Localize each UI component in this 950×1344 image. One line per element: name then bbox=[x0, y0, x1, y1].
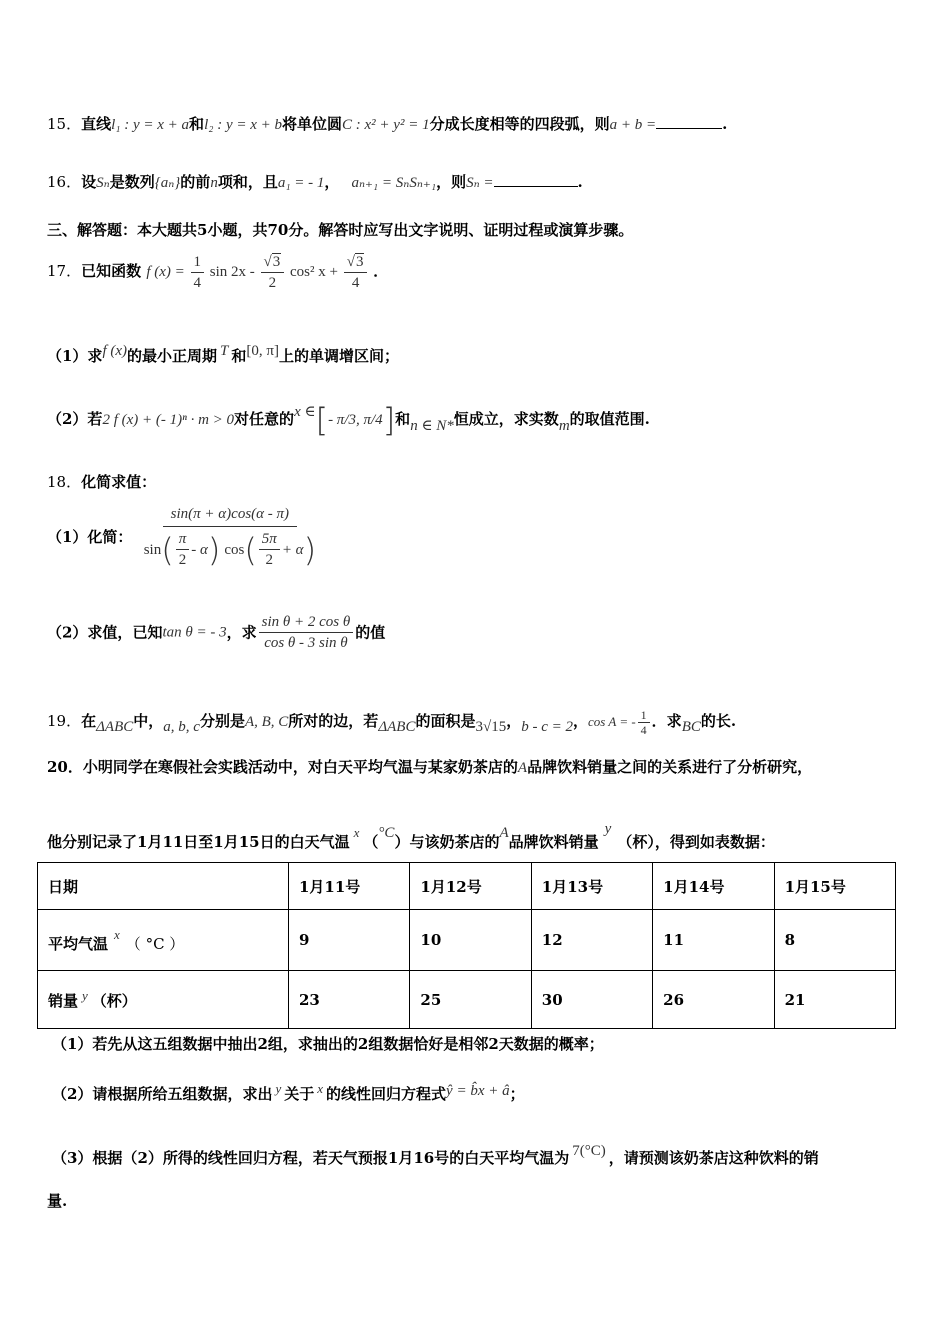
unit-celsius: °C bbox=[378, 825, 395, 841]
numerator: √3 bbox=[344, 252, 368, 273]
question-18 bbox=[47, 471, 910, 493]
radicand: 3 bbox=[272, 254, 281, 271]
sin-text: sin bbox=[143, 541, 162, 558]
answer-blank[interactable] bbox=[494, 186, 578, 187]
question-20-part-3-cont: 量. bbox=[47, 1192, 68, 1210]
text: ， bbox=[506, 712, 522, 730]
numerator: sin θ + 2 cos θ bbox=[259, 612, 354, 633]
text: （2）请根据所给五组数据，求出 bbox=[52, 1085, 273, 1103]
text: （杯），得到如表数据： bbox=[617, 833, 775, 851]
part-label: （2）求值，已知 bbox=[47, 623, 163, 642]
text: 的线性回归方程式 bbox=[326, 1085, 447, 1103]
inequality: 2 f (x) + (- 1)ⁿ · m > 0 bbox=[102, 412, 235, 428]
text: 化简求值： bbox=[81, 473, 157, 491]
side-difference: b - c = 2 bbox=[521, 719, 573, 735]
recurrence-relation: aₙ₊₁ = SₙSₙ₊₁ bbox=[351, 175, 437, 191]
text: 已知函数 bbox=[81, 262, 142, 280]
fraction bbox=[176, 529, 190, 570]
sides-symbols: a, b, c bbox=[163, 719, 200, 735]
text: 直线 bbox=[81, 115, 112, 133]
term: + α bbox=[281, 541, 304, 558]
fraction bbox=[344, 252, 368, 293]
text: 恒成立，求实数 bbox=[453, 410, 559, 428]
denominator: 2 bbox=[178, 552, 187, 568]
table-cell: 26 bbox=[653, 971, 774, 1029]
part-label: （2）若 bbox=[47, 410, 103, 428]
sum-symbol: Sₙ bbox=[96, 175, 110, 191]
text: ， bbox=[324, 173, 340, 191]
row-label-cell bbox=[38, 971, 289, 1029]
numerator: 5π bbox=[259, 529, 280, 550]
y-symbol: y bbox=[275, 1081, 282, 1096]
table-cell: 8 bbox=[774, 910, 895, 971]
part-label: （1）化简： bbox=[47, 528, 133, 546]
fraction bbox=[638, 708, 650, 737]
y-symbol: y bbox=[604, 821, 612, 837]
paren: ) bbox=[207, 530, 221, 569]
text: 的长. bbox=[700, 712, 737, 730]
text: 20．小明同学在寒假社会实践活动中，对白天平均气温与某家奶茶店的 bbox=[47, 758, 518, 776]
denominator bbox=[140, 527, 320, 572]
header-cell: 1月12号 bbox=[410, 863, 531, 910]
text: ． bbox=[373, 262, 389, 280]
denominator: 4 bbox=[640, 722, 647, 737]
simplify-fraction bbox=[140, 502, 320, 572]
table-cell: 23 bbox=[289, 971, 410, 1029]
denominator: 4 bbox=[193, 275, 202, 292]
text: 的值 bbox=[355, 623, 386, 642]
question-15 bbox=[47, 113, 910, 136]
radicand: 3 bbox=[355, 254, 364, 271]
denominator: 2 bbox=[268, 275, 277, 292]
bracket: [ bbox=[315, 401, 329, 439]
table-row-temperature bbox=[38, 910, 896, 971]
forecast-temperature: 7(°C) bbox=[572, 1143, 606, 1159]
numerator: 1 bbox=[191, 252, 205, 273]
segment-bc: BC bbox=[681, 719, 701, 735]
unit-circle-equation: C : x² + y² = 1 bbox=[342, 117, 430, 133]
header-cell: 1月15号 bbox=[774, 863, 895, 910]
initial-term: a₁ = - 1 bbox=[277, 175, 325, 191]
x-symbol: x bbox=[114, 926, 120, 942]
text: . bbox=[722, 115, 728, 133]
question-18-part-2 bbox=[47, 612, 910, 653]
question-number: 17． bbox=[47, 262, 82, 280]
header-cell: 1月14号 bbox=[653, 863, 774, 910]
text: 他分别记录了1月11日至1月15日的白天气温 bbox=[47, 833, 350, 851]
label: 销量 bbox=[48, 992, 79, 1010]
text: 将单位圆 bbox=[282, 115, 343, 133]
m-symbol: m bbox=[558, 418, 570, 434]
text: 上的单调增区间； bbox=[278, 347, 399, 365]
paren: ( bbox=[161, 530, 174, 569]
value-fraction bbox=[259, 612, 354, 653]
question-number: 15． bbox=[47, 115, 82, 133]
condition: tan θ = - 3 bbox=[162, 624, 227, 641]
text: 的最小正周期 bbox=[127, 347, 218, 365]
text: 品牌饮料销量 bbox=[508, 833, 599, 851]
y-symbol: y bbox=[82, 988, 88, 1003]
text: ．求 bbox=[651, 712, 682, 730]
text: 和 bbox=[189, 115, 205, 133]
denominator: 4 bbox=[351, 275, 360, 292]
upper-bound: π/4 bbox=[363, 412, 383, 428]
text: 品牌饮料销量之间的关系进行了分析研究， bbox=[527, 758, 813, 776]
angles-symbols: A, B, C bbox=[244, 714, 289, 730]
brand-symbol: A bbox=[499, 825, 509, 841]
interval: [0, π] bbox=[246, 343, 279, 359]
question-18-part-1 bbox=[47, 502, 910, 572]
text: 设 bbox=[81, 173, 97, 191]
text: 的前 bbox=[180, 173, 211, 191]
text: ，则 bbox=[436, 173, 467, 191]
cos-text: cos bbox=[224, 541, 245, 558]
answer-blank[interactable] bbox=[656, 128, 722, 129]
table-cell: 12 bbox=[531, 910, 652, 971]
lower-bound: - π/3 bbox=[328, 412, 356, 428]
fraction bbox=[259, 529, 280, 570]
fraction bbox=[191, 252, 205, 293]
function-definition bbox=[146, 254, 373, 292]
text: 对任意的 bbox=[234, 410, 295, 428]
question-20-part-1: （1）若先从这五组数据中抽出2组，求抽出的2组数据恰好是相邻2天数据的概率； bbox=[52, 1035, 604, 1053]
text: ，请预测该奶茶店这种饮料的销 bbox=[608, 1149, 819, 1167]
text: 的取值范围. bbox=[569, 410, 650, 428]
question-20-part-3 bbox=[52, 1136, 910, 1173]
question-number: 18． bbox=[47, 473, 82, 491]
paren: ( bbox=[244, 530, 257, 569]
table-cell: 21 bbox=[774, 971, 895, 1029]
text: ； bbox=[509, 1085, 525, 1103]
data-table bbox=[37, 862, 896, 1029]
fraction bbox=[261, 252, 285, 293]
table-cell: 30 bbox=[531, 971, 652, 1029]
sequence-symbol: {aₙ} bbox=[154, 175, 181, 191]
text: 和 bbox=[395, 410, 411, 428]
denominator: cos θ - 3 sin θ bbox=[264, 635, 348, 651]
table-cell: 9 bbox=[289, 910, 410, 971]
text: 是数列 bbox=[109, 173, 155, 191]
paren: ) bbox=[303, 530, 317, 569]
table-cell: 10 bbox=[410, 910, 531, 971]
question-20-line-1 bbox=[47, 756, 910, 779]
header-cell: 1月13号 bbox=[531, 863, 652, 910]
text: 中， bbox=[133, 712, 164, 730]
function-name: f (x) bbox=[102, 343, 128, 359]
interval-bounds: - π/3, π/4 bbox=[328, 412, 383, 428]
answer-expression: Sₙ = bbox=[466, 175, 494, 191]
table-row-sales bbox=[38, 971, 896, 1029]
area-value: 3√15 bbox=[475, 719, 507, 735]
regression-equation: ŷ = b̂x + â bbox=[446, 1083, 510, 1099]
text: 关于 bbox=[284, 1085, 315, 1103]
text: （ bbox=[363, 833, 379, 851]
text: ）与该奶茶店的 bbox=[394, 833, 500, 851]
denominator: 2 bbox=[265, 552, 274, 568]
function-name: f (x) = bbox=[146, 264, 185, 280]
x-symbol: x bbox=[317, 1081, 324, 1096]
question-number: 16． bbox=[47, 173, 82, 191]
text: ， bbox=[573, 712, 589, 730]
text: ，求 bbox=[226, 623, 257, 642]
text: 在 bbox=[81, 712, 97, 730]
table-cell: 25 bbox=[410, 971, 531, 1029]
x-symbol: x bbox=[353, 825, 360, 840]
question-20-part-2 bbox=[52, 1078, 910, 1105]
label: 平均气温 bbox=[48, 934, 109, 953]
text: （3）根据（2）所得的线性回归方程，若天气预报1月16号的白天平均气温为 bbox=[52, 1149, 570, 1167]
cosine-a: cos A = - bbox=[588, 714, 636, 729]
part-label: （1）求 bbox=[47, 347, 103, 365]
text: 分别是 bbox=[199, 712, 245, 730]
bracket: ] bbox=[382, 401, 396, 439]
section-heading: 三、解答题：本大题共5小题，共70分。解答时应写出文字说明、证明过程或演算步骤。 bbox=[47, 221, 634, 239]
unit: （杯） bbox=[91, 992, 137, 1010]
line-l1-equation: l₁ : y = x + a bbox=[111, 117, 190, 133]
period-symbol: T bbox=[220, 343, 229, 359]
text: 分成长度相等的四段弧，则 bbox=[429, 115, 610, 133]
text: 所对的边，若 bbox=[288, 712, 379, 730]
text: 项和，且 bbox=[217, 173, 278, 191]
numerator: π bbox=[176, 529, 190, 550]
brand-symbol: A bbox=[517, 760, 528, 776]
row-label-cell bbox=[38, 910, 289, 971]
text: . bbox=[577, 173, 583, 191]
question-number: 19． bbox=[47, 712, 82, 730]
header-cell: 1月11号 bbox=[289, 863, 410, 910]
numerator: 1 bbox=[638, 708, 650, 723]
question-17-part-2 bbox=[47, 390, 910, 448]
triangle-symbol: ΔABC bbox=[378, 719, 416, 735]
question-17 bbox=[47, 246, 910, 297]
n-in-set: n ∈ N* bbox=[410, 418, 454, 434]
table-cell: 11 bbox=[653, 910, 774, 971]
n-symbol: n bbox=[210, 175, 218, 191]
numerator: sin(π + α)cos(α - π) bbox=[163, 502, 297, 527]
header-cell: 日期 bbox=[38, 863, 289, 910]
question-19 bbox=[47, 706, 910, 742]
table-header-row bbox=[38, 863, 896, 910]
text: 和 bbox=[231, 347, 247, 365]
question-20-line-2 bbox=[47, 812, 910, 859]
term: - α bbox=[191, 541, 208, 558]
line-l2-equation: l₂ : y = x + b bbox=[204, 117, 282, 133]
text: 的面积是 bbox=[415, 712, 476, 730]
triangle-symbol: ΔABC bbox=[96, 719, 134, 735]
x-in: x ∈ bbox=[294, 404, 316, 420]
question-17-part-1 bbox=[47, 340, 910, 367]
term: sin 2x - bbox=[209, 264, 255, 280]
question-16 bbox=[47, 171, 910, 194]
term: cos² x + bbox=[290, 264, 338, 280]
answer-expression: a + b = bbox=[609, 117, 657, 133]
unit: （ °C ） bbox=[125, 934, 185, 953]
numerator: √3 bbox=[261, 252, 285, 273]
